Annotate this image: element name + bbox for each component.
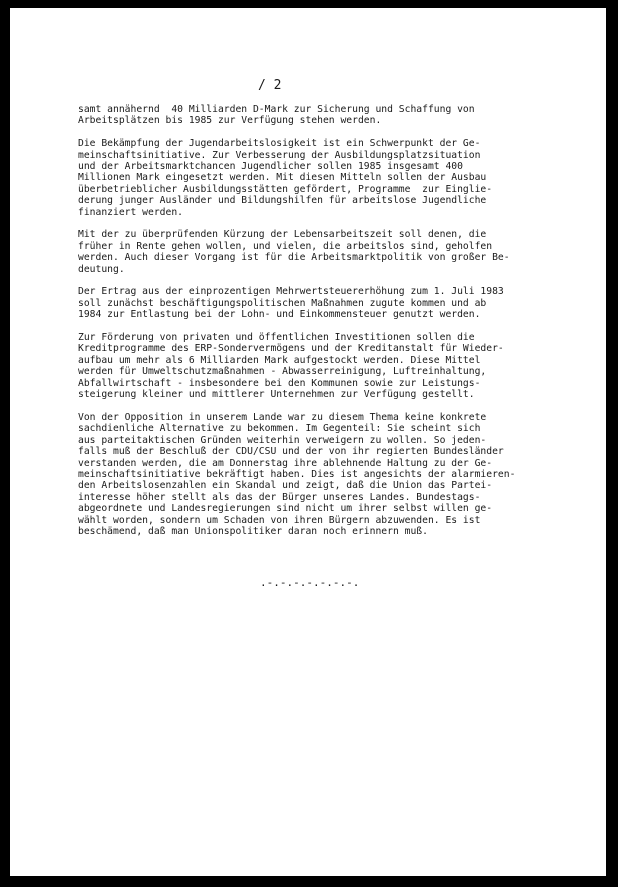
page-number: / 2 bbox=[258, 78, 282, 93]
paragraph bbox=[78, 229, 578, 275]
end-separator: .-.-.-.-.-.-.-. bbox=[260, 576, 360, 589]
text-line: Mit der zu überprüfenden Kürzung der Lebensarbeitszeit soll denen, die bbox=[78, 229, 487, 241]
text-line: überbetrieblicher Ausbildungsstätten gefördert, Programme zur Einglie- bbox=[78, 183, 493, 195]
paragraph bbox=[78, 104, 578, 127]
text-line: finanziert werden. bbox=[78, 206, 183, 218]
document-body bbox=[78, 104, 578, 549]
text-line: falls muß der Beschluß der CDU/CSU und der von ihr regierten Bundesländer bbox=[78, 446, 504, 458]
text-line: Zur Förderung von privaten und öffentlichen Investitionen sollen die bbox=[78, 332, 475, 344]
text-line: den Arbeitslosenzahlen ein Skandal und zeigt, daß die Union das Partei- bbox=[78, 480, 493, 492]
text-line: werden. Auch dieser Vorgang ist für die Arbeitsmarktpolitik von großer Be- bbox=[78, 252, 510, 264]
paragraph bbox=[78, 332, 578, 400]
text-line: meinschaftsinitiative. Zur Verbesserung der Ausbildungsplatzsituation bbox=[78, 149, 481, 161]
paragraph bbox=[78, 412, 578, 537]
text-line: samt annähernd 40 Milliarden D-Mark zur Sicherung und Schaffung von bbox=[78, 104, 475, 115]
text-line: sachdienliche Alternative zu bekommen. Im Gegenteil: Sie scheint sich bbox=[78, 423, 481, 435]
text-line: abgeordnete und Landesregierungen sind nicht um ihrer selbst willen ge- bbox=[78, 503, 493, 515]
text-line: früher in Rente gehen wollen, und vielen, die arbeitslos sind, geholfen bbox=[78, 240, 493, 252]
paragraph bbox=[78, 138, 578, 218]
text-line: derung junger Ausländer und Bildungshilfen für arbeitslose Jugendliche bbox=[78, 195, 487, 207]
text-line: interesse höher stellt als das der Bürger unseres Landes. Bundestags- bbox=[78, 491, 481, 503]
paragraph bbox=[78, 286, 578, 320]
text-line: soll zunächst beschäftigungspolitischen Maßnahmen zugute kommen und ab bbox=[78, 297, 487, 309]
text-line: aus parteitaktischen Gründen weiterhin verweigern zu wollen. So jeden- bbox=[78, 434, 487, 446]
text-line: deutung. bbox=[78, 263, 125, 275]
text-line: Abfallwirtschaft - insbesondere bei den Kommunen sowie zur Leistungs- bbox=[78, 377, 481, 389]
text-line: Von der Opposition in unserem Lande war zu diesem Thema keine konkrete bbox=[78, 411, 487, 423]
text-line: Arbeitsplätzen bis 1985 zur Verfügung stehen werden. bbox=[78, 115, 382, 127]
text-line: steigerung kleiner und mittlerer Unternehmen zur Verfügung gestellt. bbox=[78, 389, 475, 401]
text-line: Die Bekämpfung der Jugendarbeitslosigkeit ist ein Schwerpunkt der Ge- bbox=[78, 138, 481, 150]
text-line: und der Arbeitsmarktchancen Jugendlicher sollen 1985 insgesamt 400 bbox=[78, 161, 463, 173]
text-line: beschämend, daß man Unionspolitiker daran noch erinnern muß. bbox=[78, 525, 428, 537]
text-line: aufbau um mehr als 6 Milliarden Mark aufgestockt werden. Diese Mittel bbox=[78, 354, 481, 366]
text-line: 1984 zur Entlastung bei der Lohn- und Einkommensteuer genutzt werden. bbox=[78, 309, 481, 321]
document-page bbox=[10, 8, 606, 876]
text-line: wählt worden, sondern um Schaden von ihren Bürgern abzuwenden. Es ist bbox=[78, 514, 481, 526]
text-line: verstanden werden, die am Donnerstag ihre ablehnende Haltung zu der Ge- bbox=[78, 457, 493, 469]
text-line: Kreditprogramme des ERP-Sondervermögens und der Kreditanstalt für Wieder- bbox=[78, 343, 504, 355]
text-line: meinschaftsinitiative bekräftigt haben. Dies ist angesichts der alarmieren- bbox=[78, 468, 516, 480]
text-line: Millionen Mark eingesetzt werden. Mit diesen Mitteln sollen der Ausbau bbox=[78, 172, 487, 184]
text-line: werden für Umweltschutzmaßnahmen - Abwasserreinigung, Luftreinhaltung, bbox=[78, 366, 487, 378]
text-line: Der Ertrag aus der einprozentigen Mehrwertsteuererhöhung zum 1. Juli 1983 bbox=[78, 286, 504, 298]
